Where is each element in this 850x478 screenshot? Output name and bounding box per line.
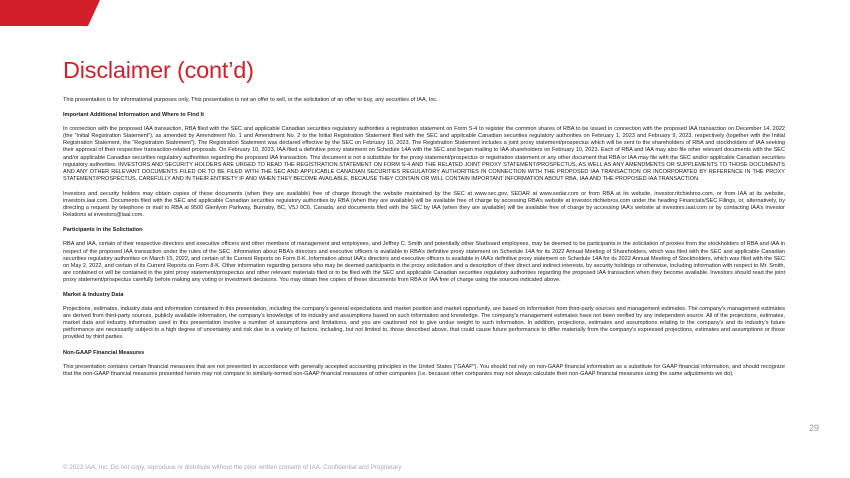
brand-corner-shape — [0, 0, 100, 30]
section-heading-market-data: Market & Industry Data — [63, 291, 124, 298]
additional-info-paragraph-1: In connection with the proposed IAA transaction, RBA filed with the SEC and applicable Canadian securities regulatory authorities a registration statement on Form S-4 to register the common shares of RBA to be issued in connection with the proposed IAA transaction on December 14, 2022 (the “Initial Registration Statement”), as amended by Amendment No. 1 and Amendment No. 2 to the Initial Registration Statement filed with the SEC and applicable Canadian securities regulatory authorities on February 1, 2023 and February 9, 2023, respectively (together with the Initial Registration Statement, the “Registration Statement”). The Registration Statement was declared effective by the SEC on February 10, 2023. The Registration Statement includes a joint proxy statement/prospectus which will be sent to the shareholders of RBA and stockholders of IAA seeking their approval of their respective transaction-related proposals. On February 10, 2023, IAA filed a definitive proxy statement on Schedule 14A with the SEC and began mailing to IAA shareholders on February 10, 2023. Each of RBA and IAA may also file other relevant documents with the SEC and/or applicable Canadian securities regulatory authorities regarding the proposed IAA transaction. This document is not a substitute for the proxy statement/prospectus or registration statement or any other document that RBA or IAA may file with the SEC and/or applicable Canadian securities regulatory authorities. INVESTORS AND SECURITY HOLDERS ARE URGED TO READ THE REGISTRATION STATEMENT ON FORM S-4 AND THE RELATED JOINT PROXY STATEMENT/PROSPECTUS, AS WELL AS ANY AMENDMENTS OR SUPPLEMENTS TO THOSE DOCUMENTS AND ANY OTHER RELEVANT DOCUMENTS FILED OR TO BE FILED WITH THE SEC AND APPLICABLE CANADIAN SECURITIES REGULATORY AUTHORITIES IN CONNECTION WITH THE PROPOSED IAA TRANSACTION OR INCORPORATED BY REFERENCE IN THE PROXY STATEMENT/PROSPECTUS, CAREFULLY AND IN THEIR ENTIRETY IF AND WHEN THEY BECOME AVAILABLE, BECAUSE THEY CONTAIN OR WILL CONTAIN IMPORTANT INFORMATION ABOUT RBA, IAA AND THE PROPOSED IAA TRANSACTION. — [63, 126, 785, 182]
slide-title: Disclaimer (cont’d) — [63, 57, 254, 83]
participants-paragraph: RBA and IAA, certain of their respective directors and executive officers and other members of management and employees, and Jeffrey C. Smith and potentially other Starboard employees, may be deemed to be participants in the solicitation of proxies from the stockholders of RBA and IAA in respect of the proposed IAA transaction under the rules of the SEC. Information about RBA’s directors and executive officers is available in RBA’s definitive proxy statement on Schedule 14A for its 2022 Annual Meeting of Shareholders, which was filed with the SEC and applicable Canadian securities regulatory authorities on March 15, 2022, and certain of its Current Reports on Form 8-K. Information about IAA’s directors and executive officers is available in IAA’s definitive proxy statement on Schedule 14A for its 2022 Annual Meeting of Stockholders, which was filed with the SEC on May 2, 2022, and certain of its Current Reports on Form 8-K. Other information regarding persons who may be deemed participants in the proxy solicitation and a description of their direct and indirect interests, by security holdings or otherwise, including information with respect to Mr. Smith, are contained or will be contained in the joint proxy statement/prospectus and other relevant materials filed or to be filed with the SEC and applicable Canadian securities regulatory authorities regarding the proposed IAA transaction when they become available. Investors should read the joint proxy statement/prospectus carefully before making any voting or investment decisions. You may obtain free copies of these documents from RBA or IAA free of charge using the sources indicated above. — [63, 241, 785, 283]
additional-info-paragraph-2: Investors and security holders may obtain copies of these documents (when they are available) free of charge through the website maintained by the SEC at www.sec.gov, SEDAR at www.sedar.com or from RBA at its website, investor.ritchiebros.com, or from IAA at its website, investors.iaai.com. Documents filed with the SEC and applicable Canadian securities regulatory authorities by RBA (when they are available) will be available free of charge by accessing RBA’s website at investor.ritchiebros.com under the heading Financials/SEC Filings, or, alternatively, by directing a request by telephone or mail to RBA at 9500 Glenlyon Parkway, Burnaby, BC, V5J 0C6, Canada, and documents filed with the SEC by IAA (when they are available) will be available free of charge by accessing IAA’s website at investors.iaai.com or by contacting IAA’s Investor Relations at investors@iaai.com. — [63, 190, 785, 219]
market-data-paragraph: Projections, estimates, industry data and information contained in this presentation, including the company's general expectations and market position and market opportunity, are based on information from third-party sources and management estimates. The company's management estimates are derived from third-party sources, publicly available information, the company's knowledge of its industry and assumptions based on such information and knowledge. The company's management estimates have not been verified by any independent source. All of the projections, estimates, market data and industry information used in this presentation involve a number of assumptions and limitations, and you are cautioned not to give undue weight to such information. In addition, projections, estimates and assumptions relating to the company's and its industry's future performance are necessarily subject to a high degree of uncertainty and risk due to a variety of factors, including, but not limited to, those described above, that could cause future performance to differ materially from the company's expressed projections, estimates and assumptions or those provided by third parties. — [63, 306, 785, 341]
copyright-footer: © 2023 IAA, Inc. Do not copy, reproduce or distribute without the prior written consent of IAA. Confidential and Proprietary — [63, 464, 402, 471]
disclaimer-body — [63, 97, 785, 386]
page-number: 29 — [808, 423, 819, 433]
non-gaap-paragraph: This presentation contains certain financial measures that are not presented in accordance with generally accepted accounting principles in the United States (“GAAP”). You should not rely on non-GAAP financial information as a substitute for GAAP financial information, and should recognize that the non-GAAP financial measures presented herein may not compare to similarly-termed non-GAAP financial measures of other companies (i.e. because other companies may not always calculate their non-GAAP financial measures using the same adjustments we do). — [63, 363, 785, 377]
section-heading-non-gaap: Non-GAAP Financial Measures — [63, 349, 145, 356]
section-heading-participants: Participants in the Solicitation — [63, 227, 143, 234]
section-heading-additional-info: Important Additional Information and Where to Find It — [63, 112, 204, 119]
intro-paragraph: This presentation is for informational purposes only. This presentation is not an offer to sell, or the solicitation of an offer to buy, any securities of IAA, Inc. — [63, 97, 438, 103]
